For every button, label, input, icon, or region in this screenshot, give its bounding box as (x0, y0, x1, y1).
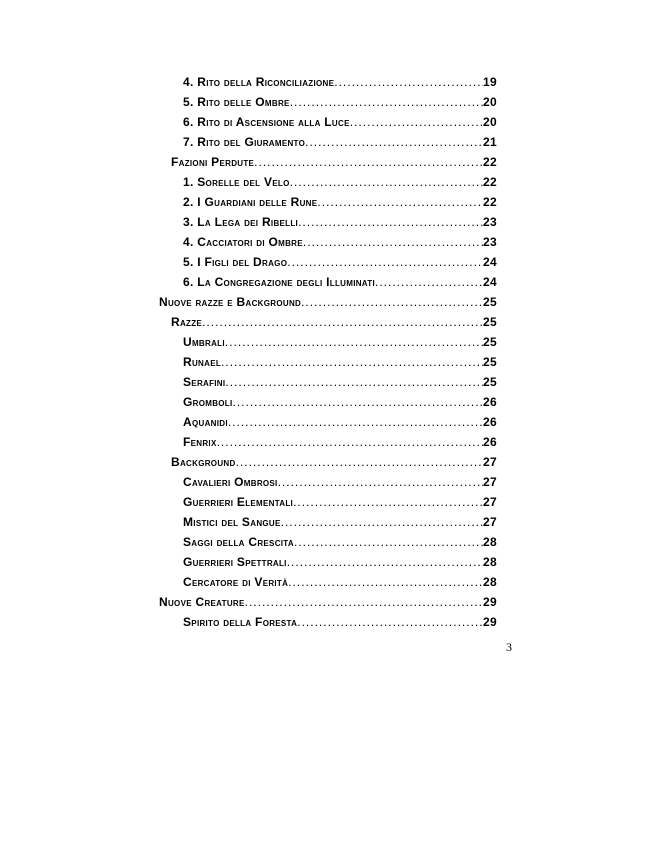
toc-dot-leader (317, 192, 483, 212)
toc-entry-page: 21 (483, 135, 497, 149)
toc-dot-leader (297, 612, 483, 632)
toc-dot-leader (233, 392, 484, 412)
toc-entry-title: Cercatore di Verità (183, 575, 289, 589)
toc-entry-page: 20 (483, 115, 497, 129)
toc-entry-page: 29 (483, 595, 497, 609)
page-number: 3 (506, 640, 512, 654)
toc-entry[interactable] (159, 412, 497, 432)
table-of-contents (159, 72, 497, 632)
toc-dot-leader (290, 172, 483, 192)
toc-entry-page: 20 (483, 95, 497, 109)
toc-entry-page: 24 (483, 255, 497, 269)
toc-dot-leader (202, 312, 483, 332)
toc-dot-leader (225, 332, 483, 352)
toc-entry-title: Cavalieri Ombrosi (183, 475, 278, 489)
toc-entry[interactable] (159, 392, 497, 412)
toc-entry-title: Background (171, 455, 236, 469)
toc-entry-page: 28 (483, 575, 497, 589)
toc-entry-title: 2. I Guardiani delle Rune (183, 195, 318, 209)
toc-dot-leader (290, 92, 483, 112)
toc-entry-page: 25 (483, 315, 497, 329)
toc-entry-title: Nuove Creature (159, 595, 245, 609)
toc-entry-title: 5. I Figli del Drago (183, 255, 288, 269)
toc-entry-page: 25 (483, 375, 497, 389)
toc-dot-leader (375, 272, 483, 292)
toc-dot-leader (288, 572, 483, 592)
toc-entry[interactable] (159, 572, 497, 592)
toc-entry[interactable] (159, 292, 497, 312)
toc-entry-title: Nuove razze e Background (159, 295, 302, 309)
toc-dot-leader (254, 152, 483, 172)
toc-dot-leader (294, 532, 483, 552)
toc-entry[interactable] (159, 492, 497, 512)
toc-entry-page: 22 (483, 195, 497, 209)
toc-entry-page: 27 (483, 455, 497, 469)
toc-entry-page: 27 (483, 475, 497, 489)
toc-entry[interactable] (159, 112, 497, 132)
toc-entry-page: 26 (483, 415, 497, 429)
toc-entry[interactable] (159, 152, 497, 172)
toc-entry[interactable] (159, 92, 497, 112)
toc-entry-title: 6. La Congregazione degli Illuminati (183, 275, 375, 289)
toc-entry-title: 6. Rito di Ascensione alla Luce (183, 115, 350, 129)
toc-dot-leader (281, 512, 483, 532)
toc-dot-leader (287, 252, 483, 272)
toc-entry[interactable] (159, 172, 497, 192)
toc-entry-page: 22 (483, 155, 497, 169)
toc-entry-title: 7. Rito del Giuramento (183, 135, 306, 149)
toc-dot-leader (350, 112, 483, 132)
toc-dot-leader (301, 292, 483, 312)
toc-entry-page: 25 (483, 335, 497, 349)
toc-entry-title: Saggi della Crescita (183, 535, 294, 549)
toc-entry-page: 27 (483, 515, 497, 529)
toc-entry[interactable] (159, 612, 497, 632)
toc-entry-title: 1. Sorelle del Velo (183, 175, 290, 189)
toc-entry-page: 19 (483, 75, 497, 89)
toc-entry[interactable] (159, 252, 497, 272)
toc-entry-title: Serafini (183, 375, 226, 389)
toc-dot-leader (245, 592, 483, 612)
toc-entry-title: 4. Cacciatori di Ombre (183, 235, 303, 249)
toc-entry-title: 4. Rito della Riconciliazione (183, 75, 335, 89)
toc-entry-page: 22 (483, 175, 497, 189)
toc-entry-title: Runael (183, 355, 222, 369)
toc-entry[interactable] (159, 472, 497, 492)
toc-dot-leader (334, 72, 483, 92)
toc-entry-title: Fenrix (183, 435, 217, 449)
toc-dot-leader (303, 232, 483, 252)
toc-entry[interactable] (159, 312, 497, 332)
toc-dot-leader (293, 492, 483, 512)
toc-entry[interactable] (159, 352, 497, 372)
toc-entry-page: 23 (483, 235, 497, 249)
toc-entry-title: Mistici del Sangue (183, 515, 281, 529)
toc-entry-page: 23 (483, 215, 497, 229)
toc-entry-page: 29 (483, 615, 497, 629)
toc-entry-title: Gromboli (183, 395, 233, 409)
toc-entry[interactable] (159, 552, 497, 572)
toc-entry[interactable] (159, 592, 497, 612)
toc-dot-leader (298, 212, 483, 232)
toc-entry[interactable] (159, 372, 497, 392)
toc-entry[interactable] (159, 132, 497, 152)
toc-entry-title: Aquanidi (183, 415, 228, 429)
toc-entry-title: Guerrieri Elementali (183, 495, 294, 509)
toc-dot-leader (305, 132, 483, 152)
toc-dot-leader (287, 552, 483, 572)
toc-entry[interactable] (159, 452, 497, 472)
toc-entry[interactable] (159, 512, 497, 532)
toc-dot-leader (221, 352, 483, 372)
toc-entry[interactable] (159, 232, 497, 252)
toc-entry[interactable] (159, 532, 497, 552)
toc-entry-title: 5. Rito delle Ombre (183, 95, 290, 109)
toc-entry-title: Fazioni Perdute (171, 155, 255, 169)
toc-dot-leader (217, 432, 483, 452)
toc-entry-page: 25 (483, 295, 497, 309)
toc-entry-title: Umbrali (183, 335, 225, 349)
toc-entry[interactable] (159, 272, 497, 292)
toc-entry-title: Razze (171, 315, 203, 329)
toc-entry[interactable] (159, 72, 497, 92)
toc-entry[interactable] (159, 332, 497, 352)
toc-dot-leader (228, 412, 483, 432)
toc-entry[interactable] (159, 432, 497, 452)
toc-entry-page: 25 (483, 355, 497, 369)
toc-dot-leader (225, 372, 483, 392)
toc-entry-page: 24 (483, 275, 497, 289)
toc-dot-leader (236, 452, 483, 472)
toc-entry-title: Guerrieri Spettrali (183, 555, 287, 569)
toc-entry-page: 26 (483, 395, 497, 409)
toc-entry[interactable] (159, 192, 497, 212)
toc-entry[interactable] (159, 212, 497, 232)
toc-entry-page: 27 (483, 495, 497, 509)
toc-entry-title: 3. La Lega dei Ribelli (183, 215, 299, 229)
toc-dot-leader (278, 472, 483, 492)
toc-entry-page: 26 (483, 435, 497, 449)
toc-entry-title: Spirito della Foresta (183, 615, 298, 629)
toc-entry-page: 28 (483, 535, 497, 549)
toc-entry-page: 28 (483, 555, 497, 569)
